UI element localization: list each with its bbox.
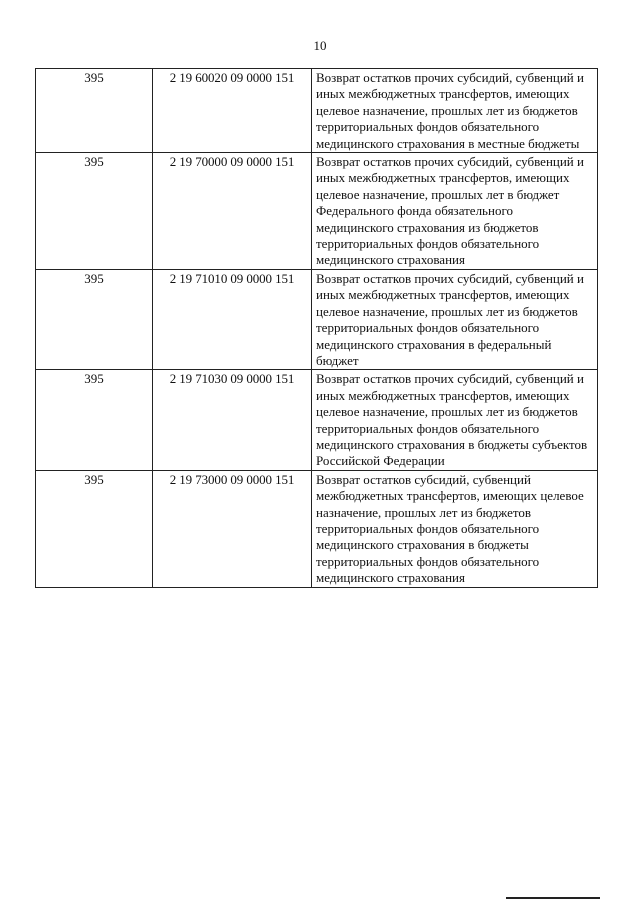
admin-code-cell: 395 [36, 370, 153, 470]
revenue-name-cell: Возврат остатков прочих субсидий, субвенций и иных межбюджетных трансфертов, имеющих целевое назначение, прошлых лет из бюджетов территориальных фондов обязательного медицинского страхования в бюджеты субъектов Российской Федерации [312, 370, 598, 470]
budget-codes-table [35, 68, 598, 588]
admin-code-cell: 395 [36, 153, 153, 270]
revenue-name-cell: Возврат остатков прочих субсидий, субвенций и иных межбюджетных трансфертов, имеющих целевое назначение, прошлых лет в бюджет Федерального фонда обязательного медицинского страхования из бюджетов территориальных фондов обязательного медицинского страхования [312, 153, 598, 270]
table-row [36, 470, 598, 587]
admin-code-cell: 395 [36, 470, 153, 587]
classification-code-cell: 2 19 71030 09 0000 151 [153, 370, 312, 470]
revenue-name-cell: Возврат остатков прочих субсидий, субвенций и иных межбюджетных трансфертов, имеющих целевое назначение, прошлых лет из бюджетов территориальных фондов обязательного медицинского страхования в федеральный бюджет [312, 269, 598, 369]
table-row [36, 370, 598, 470]
table-row [36, 269, 598, 369]
revenue-name-cell: Возврат остатков прочих субсидий, субвенций и иных межбюджетных трансфертов, имеющих целевое назначение, прошлых лет из бюджетов территориальных фондов обязательного медицинского страхования в местные бюджеты [312, 69, 598, 153]
admin-code-cell: 395 [36, 269, 153, 369]
classification-code-cell: 2 19 71010 09 0000 151 [153, 269, 312, 369]
page-number: 10 [313, 38, 327, 53]
classification-code-cell: 2 19 70000 09 0000 151 [153, 153, 312, 270]
footer-divider [506, 897, 600, 899]
table-row [36, 153, 598, 270]
table-row [36, 69, 598, 153]
classification-code-cell: 2 19 73000 09 0000 151 [153, 470, 312, 587]
admin-code-cell: 395 [36, 69, 153, 153]
revenue-name-cell: Возврат остатков субсидий, субвенций межбюджетных трансфертов, имеющих целевое назначение, прошлых лет из бюджетов территориальных фондов обязательного медицинского страхования в бюджеты территориальных фондов обязательного медицинского страхования [312, 470, 598, 587]
classification-code-cell: 2 19 60020 09 0000 151 [153, 69, 312, 153]
